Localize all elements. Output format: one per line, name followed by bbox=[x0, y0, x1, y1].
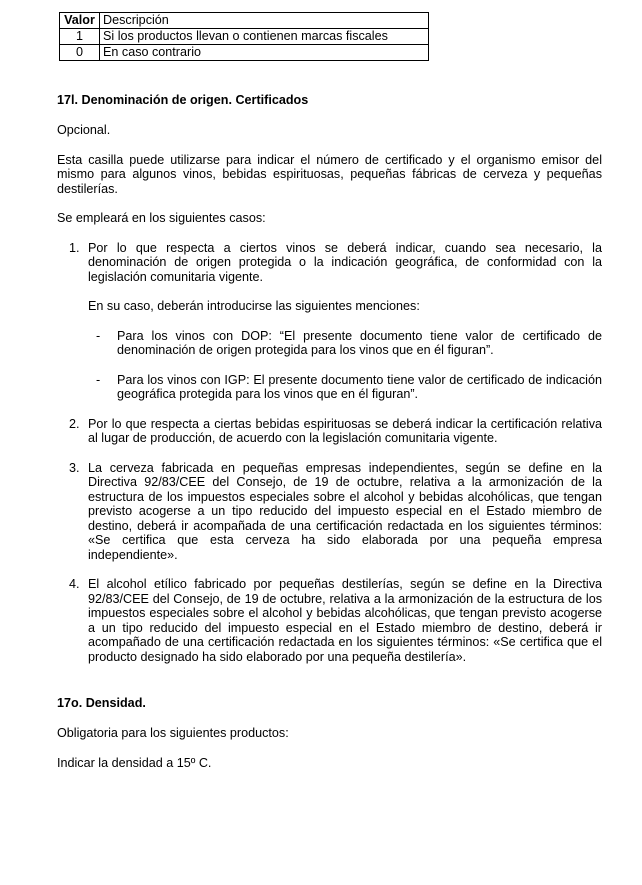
list-item-number: 3. bbox=[69, 460, 80, 475]
list-item bbox=[57, 461, 602, 563]
obligatoria-paragraph: Obligatoria para los siguientes productos: bbox=[57, 726, 289, 740]
sub-list-item bbox=[57, 373, 602, 402]
table-header-row bbox=[60, 13, 429, 29]
list-item bbox=[57, 577, 602, 664]
optional-note: Opcional. bbox=[57, 123, 111, 137]
table-row bbox=[60, 45, 429, 61]
list-item bbox=[57, 241, 602, 402]
table-cell-valor: 1 bbox=[60, 29, 100, 45]
menciones-intro: En su caso, deberán introducirse las siguientes menciones: bbox=[88, 299, 420, 313]
dash-bullet: - bbox=[96, 372, 101, 387]
list-item bbox=[57, 417, 602, 446]
list-item-text: La cerveza fabricada en pequeñas empresas independientes, según se define en la Directiva 92/83/CEE del Consejo, de 19 de octubre, relativa a la armonización de la estructura de los impuestos especiales sobre el alcohol y bebidas alcohólicas, que tengan previsto acogerse a un tipo reducido del impuesto especial en el Estado miembro de destino, deberá ir acompañada de una certificación redactada en los siguientes términos: «Se certifica que esta cerveza ha sido elaborada por una pequeña empresa independiente». bbox=[88, 460, 602, 562]
list-item-text: Por lo que respecta a ciertos vinos se deberá indicar, cuando sea necesario, la denominación de origen protegida o la indicación geográfica, de conformidad con la legislación comunitaria vigente. bbox=[88, 240, 602, 284]
table-cell-valor: 0 bbox=[60, 45, 100, 61]
table-header-valor: Valor bbox=[60, 13, 100, 29]
sub-list-item-text: Para los vinos con IGP: El presente documento tiene valor de certificado de indicación geográfica protegida para los vinos que en él figuran”. bbox=[117, 372, 602, 401]
list-item-number: 4. bbox=[69, 577, 80, 591]
values-table bbox=[59, 12, 429, 61]
list-item-number: 1. bbox=[69, 240, 80, 255]
table-row bbox=[60, 29, 429, 45]
cases-intro: Se empleará en los siguientes casos: bbox=[57, 211, 266, 225]
dash-bullet: - bbox=[96, 328, 101, 343]
sub-list-item-text: Para los vinos con DOP: “El presente documento tiene valor de certificado de denominación de origen protegida para los vinos que en él figuran”. bbox=[117, 328, 602, 357]
list-item-text: El alcohol etílico fabricado por pequeñas destilerías, según se define en la Directiva 92/83/CEE del Consejo, de 19 de octubre, relativa a la armonización de la estructura de los impuestos especiales sobre el alcohol y bebidas alcohólicas, que tengan previsto acogerse a un tipo reducido del impuesto especial en el Estado miembro de destino, deberá ir acompañado de una certificación redactada en los siguientes términos: «Se certifica que el producto designado ha sido elaborado por una pequeña destilería». bbox=[88, 577, 602, 664]
section-title-17l: 17l. Denominación de origen. Certificados bbox=[57, 93, 309, 107]
list-item-number: 2. bbox=[69, 416, 80, 431]
table-header-descripcion: Descripción bbox=[100, 13, 429, 29]
section-intro-paragraph: Esta casilla puede utilizarse para indicar el número de certificado y el organismo emisor del mismo para algunos vinos, bebidas espirituosas, pequeñas fábricas de cerveza y pequeñas destilerías. bbox=[57, 152, 602, 196]
list-item-text: Por lo que respecta a ciertas bebidas espirituosas se deberá indicar la certificación relativa al lugar de producción, de acuerdo con la legislación comunitaria vigente. bbox=[88, 416, 602, 445]
table-cell-descripcion: Si los productos llevan o contienen marcas fiscales bbox=[100, 29, 429, 45]
section-title-17o: 17o. Densidad. bbox=[57, 696, 146, 710]
sub-list-item bbox=[57, 329, 602, 358]
densidad-instruction: Indicar la densidad a 15º C. bbox=[57, 755, 212, 770]
document-page bbox=[57, 12, 602, 770]
cases-list bbox=[57, 241, 602, 665]
table-cell-descripcion: En caso contrario bbox=[100, 45, 429, 61]
